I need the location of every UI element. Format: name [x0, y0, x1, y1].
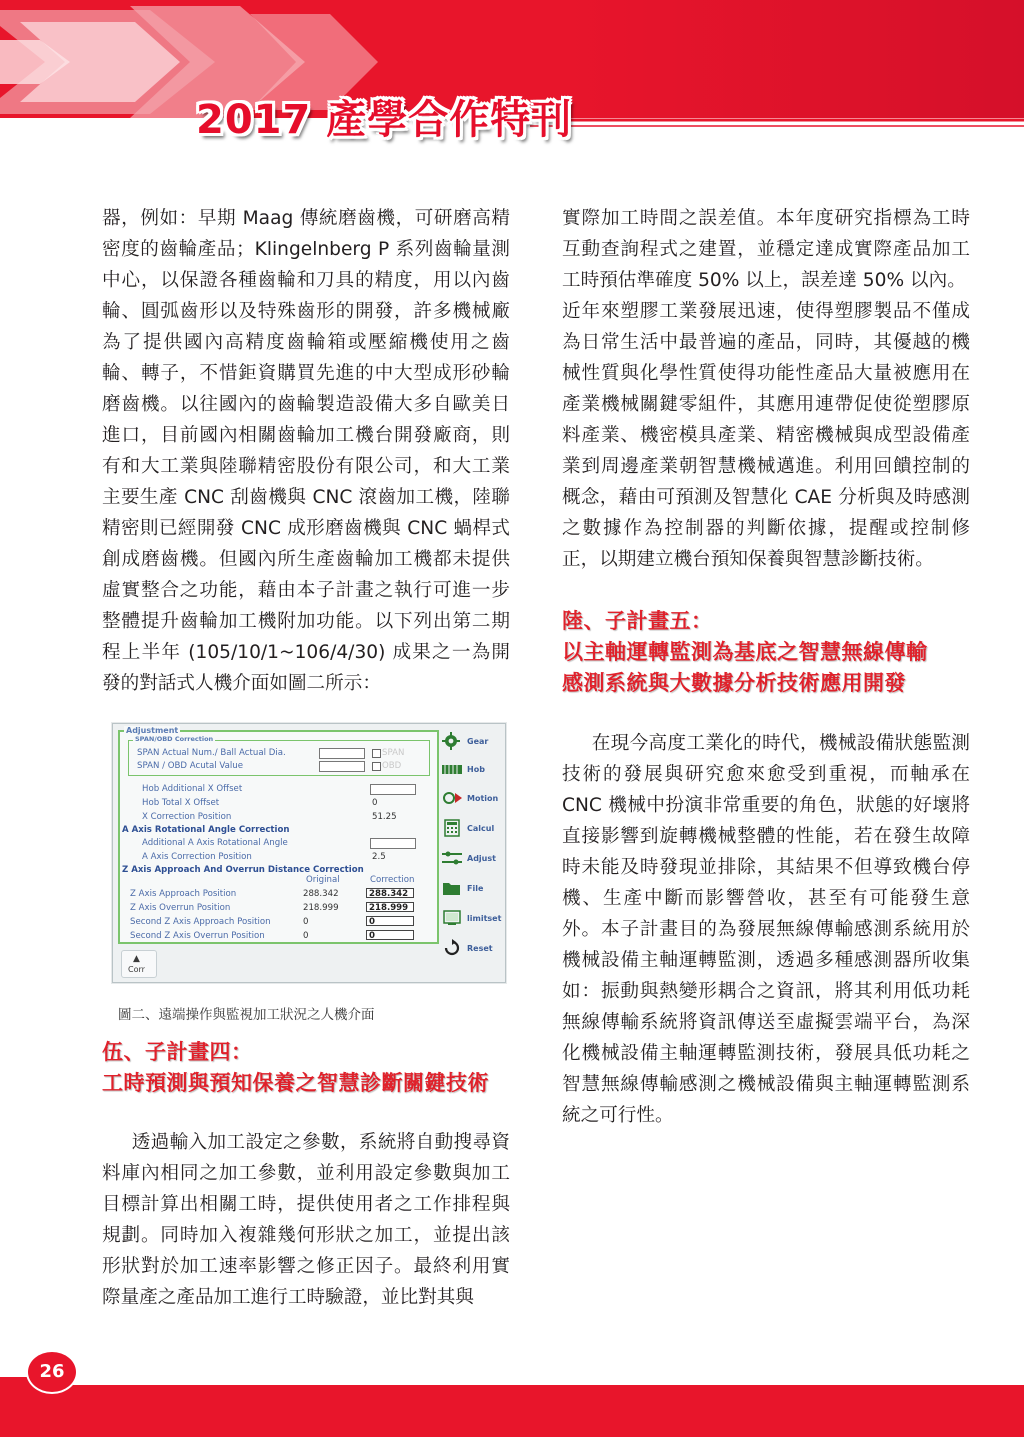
- hmi-gear-button[interactable]: [439, 730, 499, 754]
- hmi-reset-label: Reset: [467, 944, 493, 953]
- hmi-motion-button[interactable]: [439, 787, 499, 811]
- hmi-col-correction: Correction: [370, 875, 415, 885]
- hmi-adjustment-panel: [118, 726, 439, 944]
- hmi-z-approach-label: Z Axis Approach Position: [130, 889, 237, 899]
- hmi-corr-label: Corr: [128, 965, 145, 974]
- hmi-z2-overrun-original: 0: [303, 931, 309, 941]
- section-5-subtitle: 工時預測與預知保養之智慧診斷關鍵技術: [102, 1071, 489, 1095]
- hmi-limitset-label: limitset: [467, 914, 502, 923]
- hmi-calcul-button[interactable]: [439, 817, 499, 841]
- hmi-hob-button[interactable]: [439, 758, 499, 782]
- hmi-z-approach-original: 288.342: [303, 889, 339, 899]
- hmi-motion-label: Motion: [467, 794, 499, 803]
- section-6-title-line-2: 感測系統與大數據分析技術應用開發: [562, 671, 906, 695]
- right-paragraph-3: 在現今高度工業化的時代，機械設備狀態監測技術的發展與研究愈來愈受到重視，而軸承在 CNC 機械中扮演非常重要的角色，狀態的好壞將直接影響到旋轉機械整體的性能，若在發生故障時未能及時發現並排除，其結果不但導致機台停機、生產中斷而影響營收，甚至有可能發生意外。本子計畫目的為發展無線傳輸感測系統用於機械設備主軸運轉監測，透過多種感測器所收集如：振動與熱變形耦合之資訊，將其利用低功耗無線傳輸系統將資訊傳送至虛擬雲端平台，為深化機械設備主軸運轉監測技術，發展具低功耗之智慧無線傳輸感測之機械設備與主軸運轉監測系統之可行性。: [562, 733, 970, 1126]
- hmi-hob-add-x-label: Hob Additional X Offset: [142, 784, 243, 794]
- hmi-z2-overrun-correction[interactable]: 0: [366, 930, 414, 940]
- hmi-hob-add-x-input[interactable]: [370, 784, 416, 795]
- hmi-file-label: File: [467, 884, 484, 893]
- section-6-heading: 陸、子計畫五：: [562, 609, 713, 633]
- hmi-obd-check-label: OBD: [382, 761, 402, 771]
- section-6-title: [562, 606, 982, 699]
- figure-hmi-screenshot: [112, 723, 506, 983]
- left-column-body-2: [102, 1127, 510, 1313]
- hmi-x-corr-pos-label: X Correction Position: [142, 812, 232, 822]
- figure-caption: 圖二、遠端操作與監視加工狀況之人機介面: [118, 1007, 375, 1023]
- hmi-span-obd-value-label: SPAN / OBD Acutal Value: [137, 761, 244, 771]
- hmi-reset-button[interactable]: [439, 937, 499, 961]
- hmi-span-checkbox[interactable]: [372, 749, 381, 758]
- hmi-z-axis-title: Z Axis Approach And Overrun Distance Correction: [122, 865, 364, 875]
- up-arrow-icon: ▲: [133, 954, 140, 964]
- hmi-z2-approach-original: 0: [303, 917, 309, 927]
- limitset-icon: [441, 909, 463, 927]
- right-paragraph-2: 近年來塑膠工業發展迅速，使得塑膠製品不僅成為日常生活中最普遍的產品，同時，其優越的機械性質與化學性質使得功能性產品大量被應用在產業機械關鍵零組件，其應用連帶促使從塑膠原料產業、機密模具產業、精密機械與成型設備產業到周邊產業朝智慧機械邁進。利用回饋控制的概念，藉由可預測及智慧化 CAE 分析與及時感測之數據作為控制器的判斷依據，提醒或控制修正，以期建立機台預知保養與智慧診斷技術。: [562, 301, 970, 570]
- hmi-a-add-label: Additional A Axis Rotational Angle: [142, 838, 288, 848]
- header-banner: [0, 0, 1024, 150]
- hmi-a-corr-pos-value: 2.5: [372, 852, 386, 862]
- hmi-z2-approach-correction[interactable]: 0: [366, 916, 414, 926]
- hmi-limitset-button[interactable]: [439, 907, 502, 931]
- hmi-span-obd-legend: SPAN/OBD Correction: [135, 735, 214, 743]
- hmi-col-original: Original: [306, 875, 340, 885]
- publication-title: 2017 產學合作特刊: [196, 97, 573, 143]
- right-paragraph-1: 實際加工時間之誤差值。本年度研究指標為工時互動查詢程式之建置，並穩定達成實際產品加工工時預估準確度 50% 以上，誤差達 50% 以內。: [562, 208, 970, 291]
- hmi-file-button[interactable]: [439, 877, 499, 901]
- hmi-hob-label: Hob: [467, 765, 485, 774]
- hmi-calcul-label: Calcul: [467, 824, 495, 833]
- folder-icon: [441, 879, 463, 897]
- hmi-x-corr-pos-value: 51.25: [372, 812, 397, 822]
- adjust-slider-icon: [441, 849, 463, 867]
- hmi-adjust-label: Adjust: [467, 854, 496, 863]
- gear-icon: [441, 732, 463, 750]
- hmi-span-actual-input[interactable]: [319, 748, 365, 759]
- left-paragraph-2: 透過輸入加工設定之參數，系統將自動搜尋資料庫內相同之加工參數，並利用設定參數與加工目標計算出相關工時，提供使用者之工作排程與規劃。同時加入複雜幾何形狀之加工，並提出該形狀對於加工速率影響之修正因子。最終利用實際量產之產品加工進行工時驗證，並比對其與: [102, 1132, 510, 1308]
- hmi-z-overrun-label: Z Axis Overrun Position: [130, 903, 231, 913]
- left-column-body: [102, 203, 510, 699]
- hmi-z2-approach-label: Second Z Axis Approach Position: [130, 917, 271, 927]
- section-5-title: [102, 1037, 522, 1099]
- hmi-z2-overrun-label: Second Z Axis Overrun Position: [130, 931, 265, 941]
- hmi-a-axis-title: A Axis Rotational Angle Correction: [122, 825, 290, 835]
- hmi-z-overrun-original: 218.999: [303, 903, 339, 913]
- hmi-a-add-input[interactable]: [370, 838, 416, 849]
- hmi-span-check-label: SPAN: [382, 748, 405, 758]
- footer-divider: [70, 1377, 1024, 1385]
- page-number: 26: [26, 1350, 78, 1394]
- hmi-obd-checkbox[interactable]: [372, 762, 381, 771]
- hmi-hob-total-x-value: 0: [372, 798, 378, 808]
- hmi-adjustment-legend: Adjustment: [126, 726, 179, 735]
- hmi-span-obd-value-input[interactable]: [319, 761, 365, 772]
- footer-band: [0, 1377, 1024, 1437]
- hmi-adjust-button[interactable]: [439, 847, 499, 871]
- motion-icon: [441, 789, 463, 807]
- left-paragraph-1: 器，例如：早期 Maag 傳統磨齒機，可研磨高精密度的齒輪產品；Klingelnberg P 系列齒輪量測中心，以保證各種齒輪和刀具的精度，用以內齒輪、圓弧齒形以及特殊齒形的開發，許多機械廠為了提供國內高精度齒輪箱或壓縮機使用之齒輪、轉子，不惜鉅資購買先進的中大型成形砂輪磨齒機。以往國內的齒輪製造設備大多自歐美日進口，目前國內相關齒輪加工機台開發廠商，則有和大工業與陸聯精密股份有限公司，和大工業主要生產 CNC 刮齒機與 CNC 滾齒加工機，陸聯精密則已經開發 CNC 成形磨齒機與 CNC 蝸桿式創成磨齒機。但國內所生產齒輪加工機都未提供虛實整合之功能，藉由本子計畫之執行可進一步整體提升齒輪加工機附加功能。以下列出第二期程上半年 (105/10/1~106/4/30) 成果之一為開發的對話式人機介面如圖二所示：: [102, 208, 510, 694]
- hmi-corr-button[interactable]: [121, 950, 157, 978]
- calculator-icon: [441, 819, 463, 837]
- hmi-span-obd-group: [128, 735, 430, 776]
- hmi-span-actual-label: SPAN Actual Num./ Ball Actual Dia.: [137, 748, 286, 758]
- section-5-heading: 伍、子計畫四：: [102, 1040, 253, 1064]
- right-column-body: [562, 203, 970, 575]
- hmi-z-approach-correction[interactable]: 288.342: [366, 888, 414, 898]
- section-6-title-line-1: 以主軸運轉監測為基底之智慧無線傳輸: [562, 640, 928, 664]
- reset-icon: [441, 939, 463, 957]
- hmi-z-overrun-correction[interactable]: 218.999: [366, 902, 414, 912]
- hob-icon: [441, 760, 463, 778]
- hmi-a-corr-pos-label: A Axis Correction Position: [142, 852, 252, 862]
- hmi-hob-total-x-label: Hob Total X Offset: [142, 798, 220, 808]
- right-column-body-2: [562, 728, 970, 1131]
- hmi-gear-label: Gear: [467, 737, 489, 746]
